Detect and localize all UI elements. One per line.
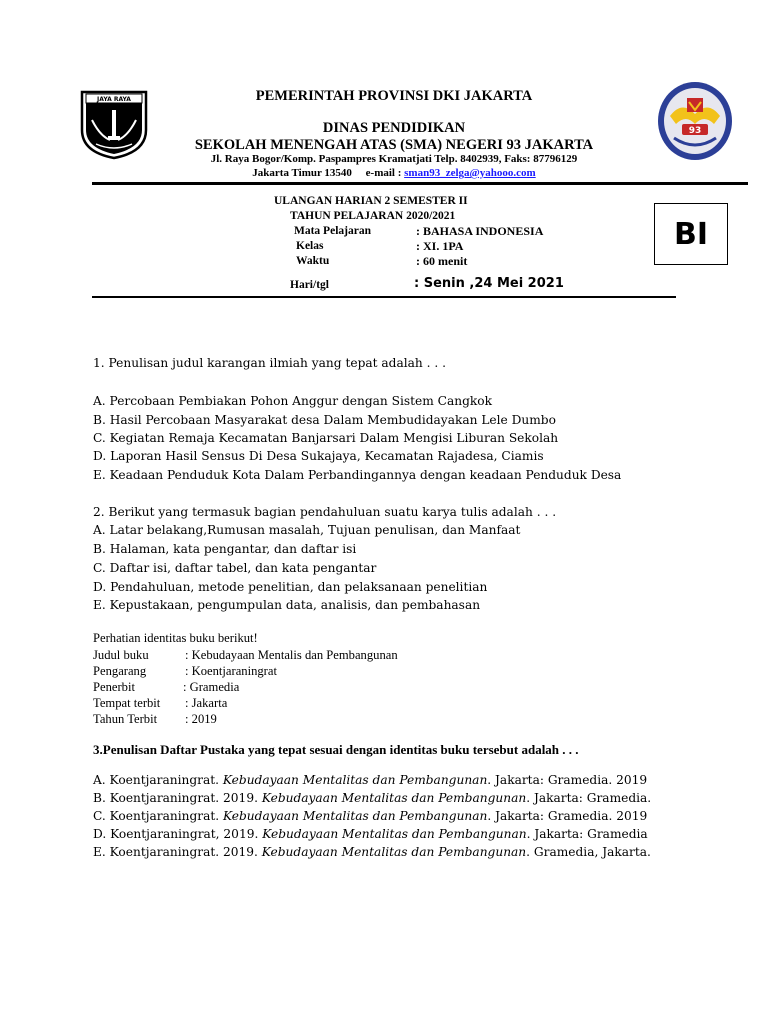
subject-code: BI (673, 216, 709, 252)
subject-label: Mata Pelajaran (294, 225, 371, 237)
q3-d-pre: D. Koentjaraningrat, 2019. (93, 827, 263, 841)
svg-text:JAYA RAYA: JAYA RAYA (97, 96, 131, 103)
q3-e-title: Kebudayaan Mentalitas dan Pembangunan (261, 845, 527, 859)
header-department: DINAS PENDIDIKAN (322, 120, 466, 136)
q2-option-c: C. Daftar isi, daftar tabel, dan kata pengantar (93, 561, 377, 575)
q3-option-c (93, 809, 647, 823)
q3-d-title: Kebudayaan Mentalitas dan Pembangunan (262, 827, 527, 841)
header-city-email (10, 167, 768, 179)
email-label: e-mail : (365, 167, 402, 179)
exam-title: ULANGAN HARIAN 2 SEMESTER II (274, 195, 468, 207)
subject-value: : BAHASA INDONESIA (416, 224, 544, 238)
header-school-name: SEKOLAH MENENGAH ATAS (SMA) NEGERI 93 JAKARTA (194, 137, 594, 153)
q2-option-d: D. Pendahuluan, metode penelitian, dan pelaksanaan penelitian (93, 580, 488, 594)
q3-option-d (93, 827, 648, 841)
q3-option-b (93, 791, 651, 805)
book-title-label: Judul buku (93, 648, 149, 662)
q3-c-post: . Jakarta: Gramedia. 2019 (487, 809, 648, 823)
header-city: Jakarta Timur 13540 (252, 167, 352, 179)
q3-a-pre: A. Koentjaraningrat. (93, 773, 223, 787)
q3-option-e (93, 845, 651, 859)
class-value: : XI. 1PA (416, 239, 464, 253)
question-1: 1. Penulisan judul karangan ilmiah yang tepat adalah . . . (93, 356, 446, 370)
subject-code-box (654, 203, 728, 265)
question-3: 3.Penulisan Daftar Pustaka yang tepat sesuai dengan identitas buku tersebut adalah . . . (93, 742, 579, 757)
book-year-label: Tahun Terbit (93, 712, 158, 726)
q3-d-post: . Jakarta: Gramedia (526, 827, 648, 841)
book-publisher-label: Penerbit (93, 680, 135, 694)
q3-c-title: Kebudayaan Mentalitas dan Pembangunan (223, 809, 488, 823)
q1-option-d: D. Laporan Hasil Sensus Di Desa Sukajaya, Kecamatan Rajadesa, Ciamis (93, 449, 544, 463)
info-divider (92, 296, 676, 298)
q3-e-post: . Gramedia, Jakarta. (526, 845, 651, 859)
q1-option-b: B. Hasil Percobaan Masyarakat desa Dalam Membudidayakan Lele Dumbo (93, 413, 556, 427)
book-place-value: : Jakarta (185, 696, 228, 710)
q2-option-b: B. Halaman, kata pengantar, dan daftar isi (93, 542, 357, 556)
header-divider (92, 182, 748, 185)
q3-b-title: Kebudayaan Mentalitas dan Pembangunan (261, 791, 527, 805)
book-title-value: : Kebudayaan Mentalis dan Pembangunan (185, 648, 398, 662)
book-publisher-value: : Gramedia (183, 680, 240, 694)
time-label: Waktu (296, 255, 330, 267)
date-label: Hari/tgl (290, 279, 329, 291)
q3-b-pre: B. Koentjaraningrat. 2019. (93, 791, 262, 805)
exam-year: TAHUN PELAJARAN 2020/2021 (290, 210, 456, 222)
date-value: : Senin ,24 Mei 2021 (414, 276, 564, 291)
q2-option-a: A. Latar belakang,Rumusan masalah, Tujuan penulisan, dan Manfaat (93, 523, 521, 537)
q3-a-post: . Jakarta: Gramedia. 2019 (487, 773, 648, 787)
book-intro: Perhatian identitas buku berikut! (93, 631, 258, 645)
q3-a-title: Kebudayaan Mentalitas dan Pembangunan (222, 773, 488, 787)
book-place-label: Tempat terbit (93, 696, 161, 710)
q2-option-e: E. Kepustakaan, pengumpulan data, analisis, dan pembahasan (93, 598, 481, 612)
time-value: : 60 menit (416, 254, 468, 268)
class-label: Kelas (296, 240, 324, 252)
q3-e-pre: E. Koentjaraningrat. 2019. (93, 845, 262, 859)
book-author-label: Pengarang (93, 664, 147, 678)
header-address: Jl. Raya Bogor/Komp. Paspampres Kramatjati Telp. 8402939, Faks: 87796129 (210, 153, 578, 165)
q3-b-post: . Jakarta: Gramedia. (526, 791, 652, 805)
header-government: PEMERINTAH PROVINSI DKI JAKARTA (255, 88, 533, 104)
q1-option-e: E. Keadaan Penduduk Kota Dalam Perbandingannya dengan keadaan Penduduk Desa (93, 468, 622, 482)
q1-option-c: C. Kegiatan Remaja Kecamatan Banjarsari Dalam Mengisi Liburan Sekolah (93, 431, 559, 445)
q1-option-a: A. Percobaan Pembiakan Pohon Anggur dengan Sistem Cangkok (93, 394, 493, 408)
question-2: 2. Berikut yang termasuk bagian pendahuluan suatu karya tulis adalah . . . (93, 505, 557, 519)
svg-text:93: 93 (688, 126, 702, 136)
q3-option-a (93, 773, 647, 787)
q3-c-pre: C. Koentjaraningrat. (93, 809, 223, 823)
email-link[interactable]: sman93_zelga@yahooo.com (404, 167, 536, 179)
book-year-value: : 2019 (185, 712, 217, 726)
book-author-value: : Koentjaraningrat (185, 664, 277, 678)
